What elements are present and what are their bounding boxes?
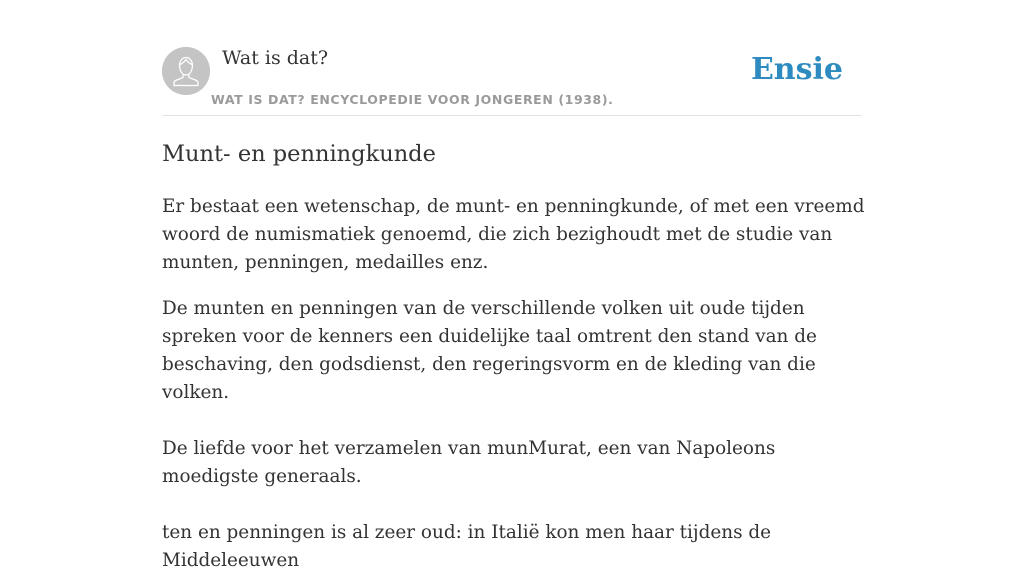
article-title: Munt- en penningkunde [162, 141, 436, 167]
source-title[interactable]: Wat is dat? [222, 47, 329, 69]
article [162, 138, 866, 575]
ensie-logo[interactable]: Ensie [750, 52, 843, 87]
article-paragraph: De munten en penningen van de verschillende volken uit oude tijden spreken voor de kenners een duidelijke taal omtrent den stand van de beschaving, den godsdienst, den regeringsvorm en de kleding van die volken. [162, 298, 817, 403]
source-subtitle[interactable]: WAT IS DAT? ENCYCLOPEDIE VOOR JONGEREN (1938). [211, 92, 614, 107]
source-header [162, 46, 862, 116]
article-paragraph: De liefde voor het verzamelen van munMurat, een van Napoleons moedigste generaals. [162, 438, 776, 487]
article-paragraph: ten en penningen is al zeer oud: in Italië kon men haar tijdens de Middeleeuwen [162, 522, 772, 571]
article-paragraph: Er bestaat een wetenschap, de munt- en penningkunde, of met een vreemd woord de numismatiek genoemd, die zich bezighoudt met de studie van munten, penningen, medailles enz. [162, 196, 865, 273]
user-silhouette-icon[interactable] [162, 47, 210, 95]
